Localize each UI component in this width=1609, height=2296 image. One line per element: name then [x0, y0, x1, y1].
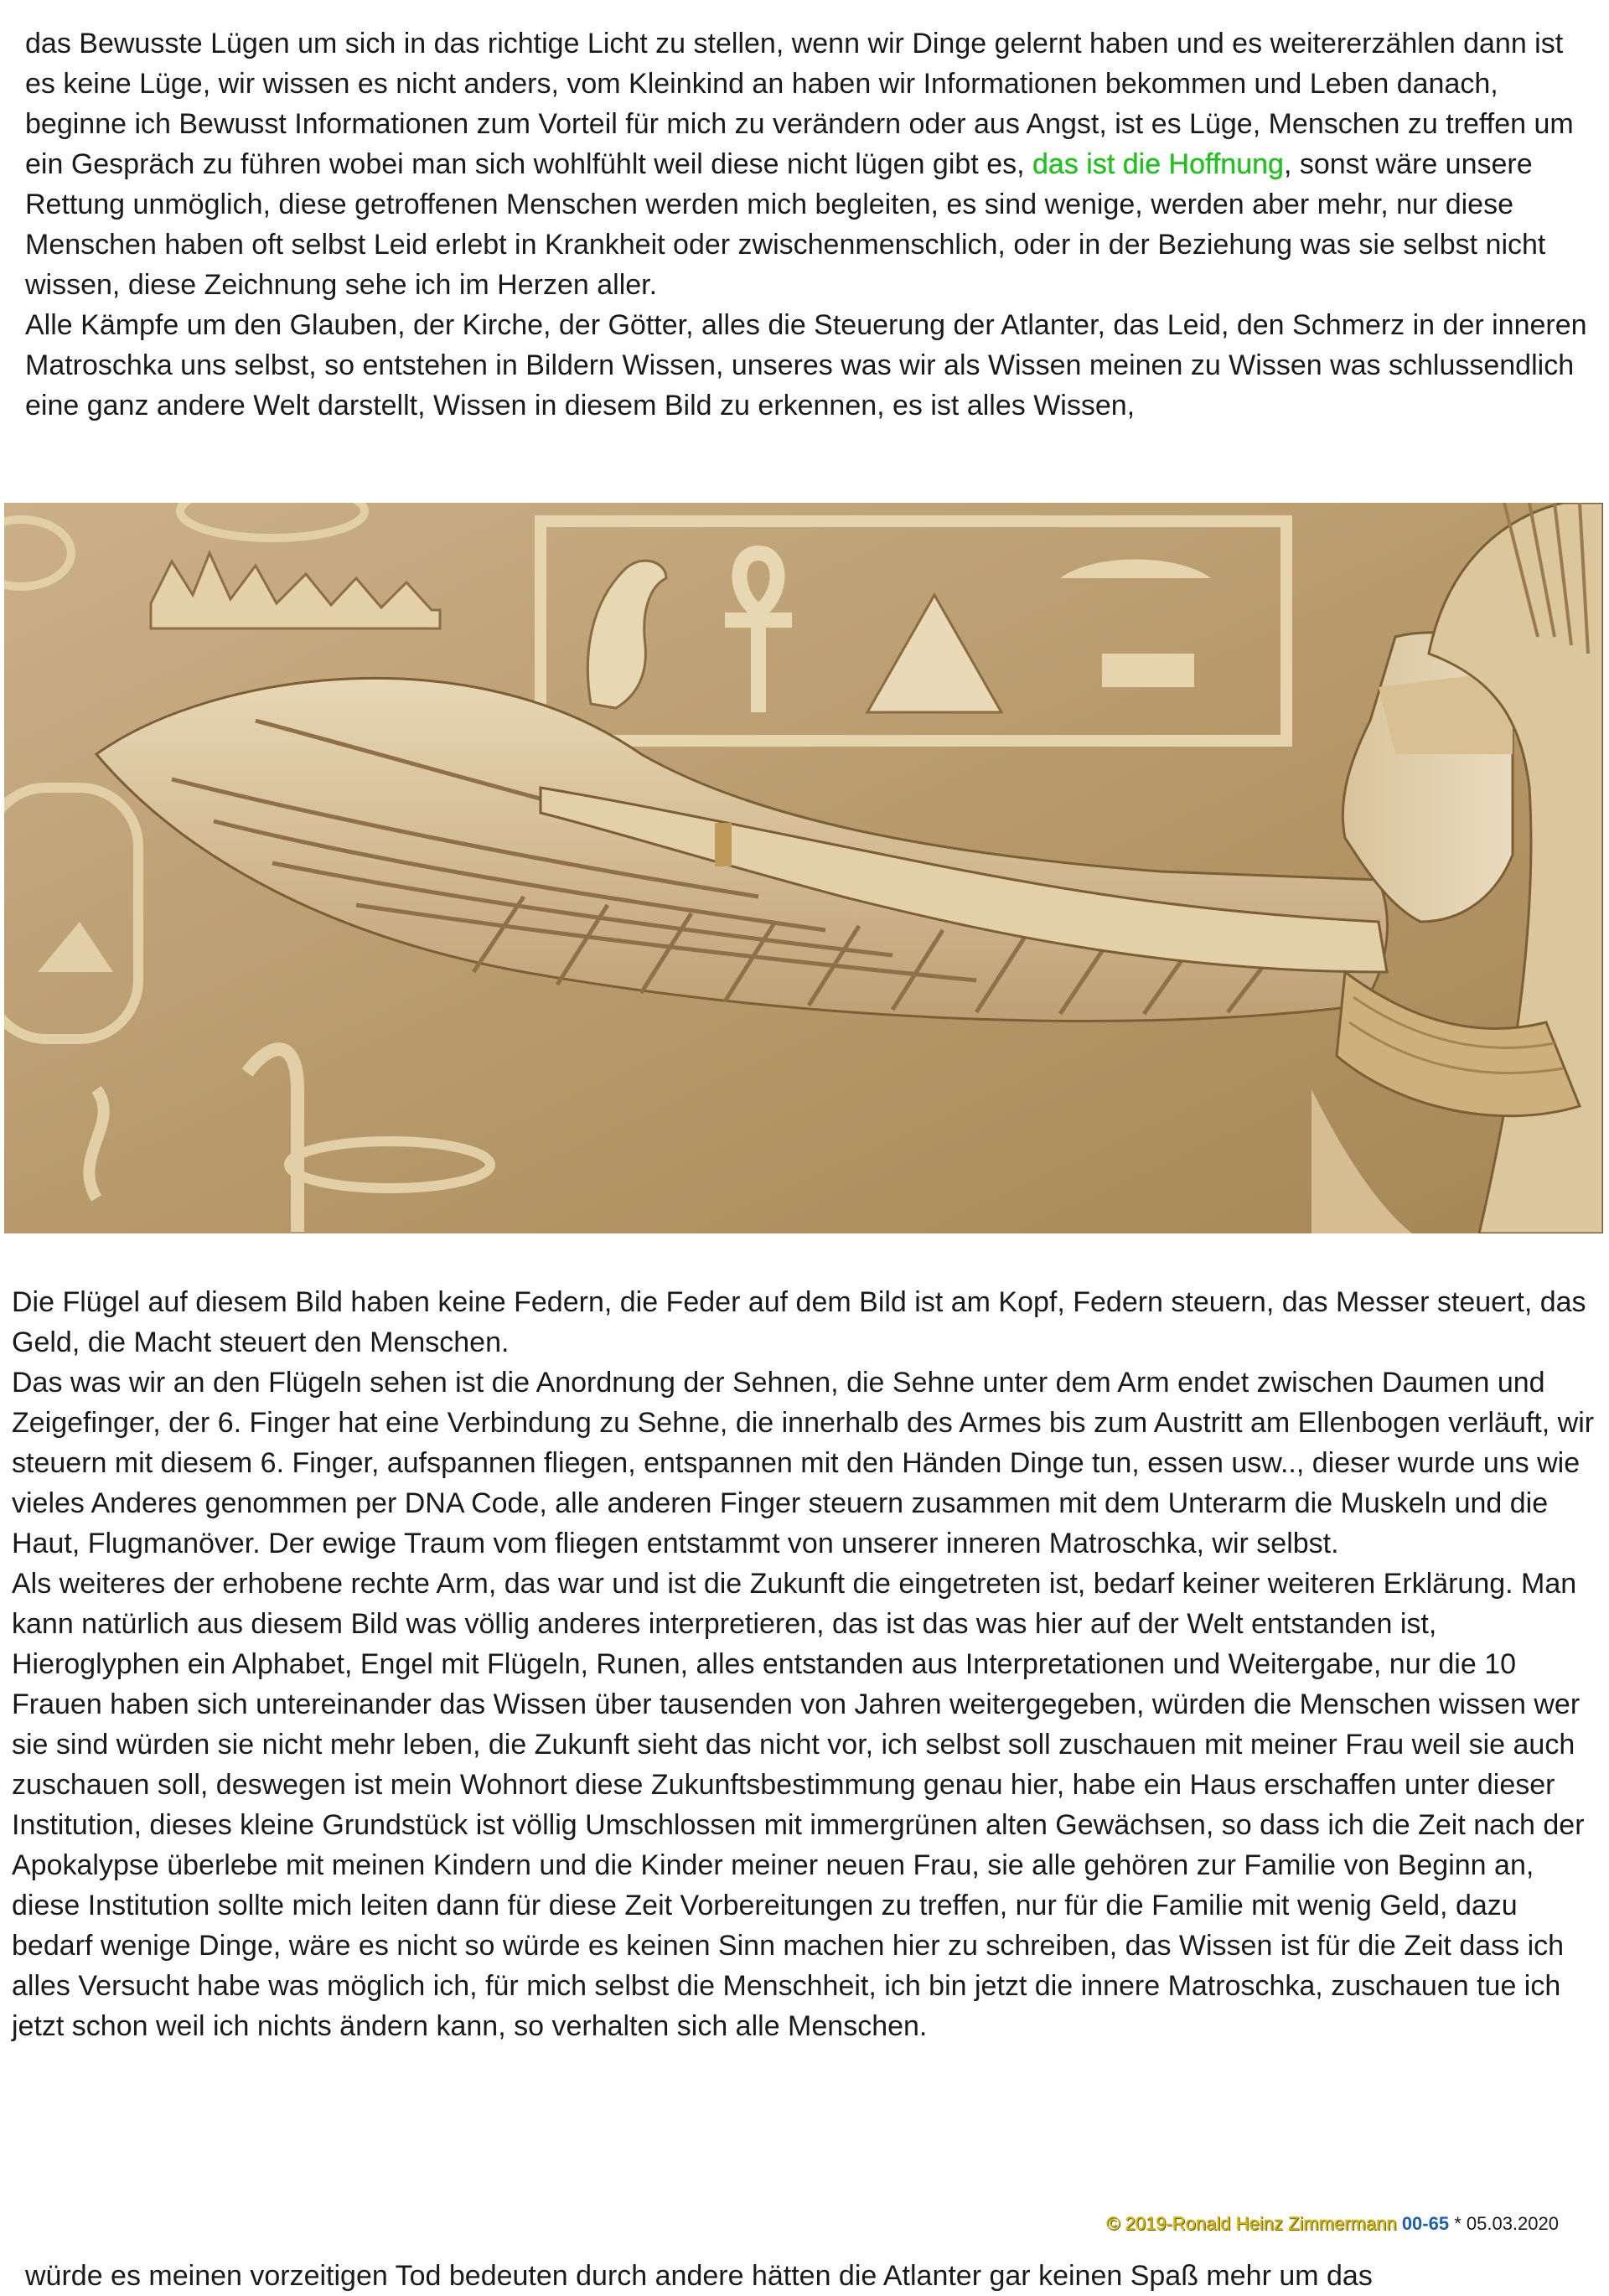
text-segment: , sonst wäre unsere Rettung unmöglich, diese getroffenen Menschen werden mich begleiten, es sind wenige, werden aber mehr, nur diese Menschen haben oft selbst Leid erlebt in Krankheit oder zwischenmenschlich, oder in der Beziehung was sie selbst nicht wissen, diese Zeichnung sehe ich im Herzen aller. — [25, 148, 1546, 301]
bottom-paragraph — [12, 1282, 1601, 2046]
paragraph-future: Als weiteres der erhobene rechte Arm, das war und ist die Zukunft die eingetreten ist, bedarf keiner weiteren Erklärung. Man kann natürlich aus diesem Bild was völlig anderes interpretieren, das ist das was hier auf der Welt entstanden ist, Hieroglyphen ein Alphabet, Engel mit Flügeln, Runen, alles entstanden aus Interpretationen und Weitergabe, nur die 10 Frauen haben sich untereinander das Wissen über tausenden von Jahren weitergegeben, würden die Menschen wissen wer sie sind würden sie nicht mehr leben, die Zukunft sieht das nicht vor, ich selbst soll zuschauen mit meiner Frau weil sie auch zuschauen soll, deswegen ist mein Wohnort diese Zukunftsbestimmung genau hier, habe ein Haus erschaffen unter dieser Institution, dieses kleine Grundstück ist völlig Umschlossen mit immergrünen alten Gewächsen, so dass ich die Zeit nach der Apokalypse überlebe mit meinen Kindern und die Kinder meiner neuen Frau, sie alle gehören zur Familie von Beginn an, diese Institution sollte mich leiten dann für diese Zeit Vorbereitungen zu treffen, nur für die Familie mit wenig Geld, dazu bedarf wenige Dinge, wäre es nicht so würde es keinen Sinn machen hier zu schreiben, das Wissen ist für die Zeit dass ich alles Versucht habe was möglich ich, für mich selbst die Menschheit, ich bin jetzt die innere Matroschka, zuschauen tue ich jetzt schon weil ich nichts ändern kann, so verhalten sich alle Menschen. — [12, 1568, 1585, 2042]
page-footer — [1106, 2212, 1559, 2236]
copyright-text: © 2019-Ronald Heinz Zimmermann — [1106, 2213, 1397, 2234]
text-segment: das Bewusste Lügen um sich in das richtige Licht zu stellen, wenn wir Dinge gelernt haben und es weitererzählen dann ist es keine Lüge, wir wissen es nicht anders, vom Kleinkind an haben wir Informationen bekommen und Leben danach, beginne ich Bewusst Informationen zum Vorteil für mich zu verändern oder aus Angst, ist es Lüge, Menschen zu treffen um ein Gespräch zu führen wobei man sich wohlfühlt weil diese nicht lügen gibt es, — [25, 28, 1574, 180]
highlighted-phrase: das ist die Hoffnung — [1032, 148, 1284, 180]
next-page-line: würde es meinen vorzeitigen Tod bedeuten durch andere hätten die Atlanter gar keinen Spaß mehr um das — [25, 2260, 1373, 2292]
top-paragraph-text-2: Alle Kämpfe um den Glauben, der Kirche, der Götter, alles die Steuerung der Atlanter, das Leid, den Schmerz in der inneren Matroschka uns selbst, so entstehen in Bildern Wissen, unseres was wir als Wissen meinen zu Wissen was schlussendlich eine ganz andere Welt darstellt, Wissen in diesem Bild zu erkennen, es ist alles Wissen, — [25, 309, 1587, 421]
page-number: 00-65 — [1401, 2213, 1450, 2234]
egyptian-relief-image — [4, 503, 1603, 1233]
paragraph-wings: Die Flügel auf diesem Bild haben keine Federn, die Feder auf dem Bild ist am Kopf, Federn steuern, das Messer steuert, das Geld, die Macht steuert den Menschen. — [12, 1286, 1586, 1358]
top-paragraph — [25, 23, 1601, 426]
paragraph-tendons: Das was wir an den Flügeln sehen ist die Anordnung der Sehnen, die Sehne unter dem Arm endet zwischen Daumen und Zeigefinger, der 6. Finger hat eine Verbindung zu Sehne, die innerhalb des Armes bis zum Austritt am Ellenbogen verläuft, wir steuern mit diesem 6. Finger, aufspannen fliegen, entspannen mit den Händen Dinge tun, essen usw.., dieser wurde uns wie vieles Anderes genommen per DNA Code, alle anderen Finger steuern zusammen mit dem Unterarm die Muskeln und die Haut, Flugmanöver. Der ewige Traum vom fliegen entstammt von unserer inneren Matroschka, wir selbst. — [12, 1367, 1595, 1559]
footer-date: * 05.03.2020 — [1449, 2213, 1559, 2234]
top-paragraph-text — [25, 23, 1601, 305]
